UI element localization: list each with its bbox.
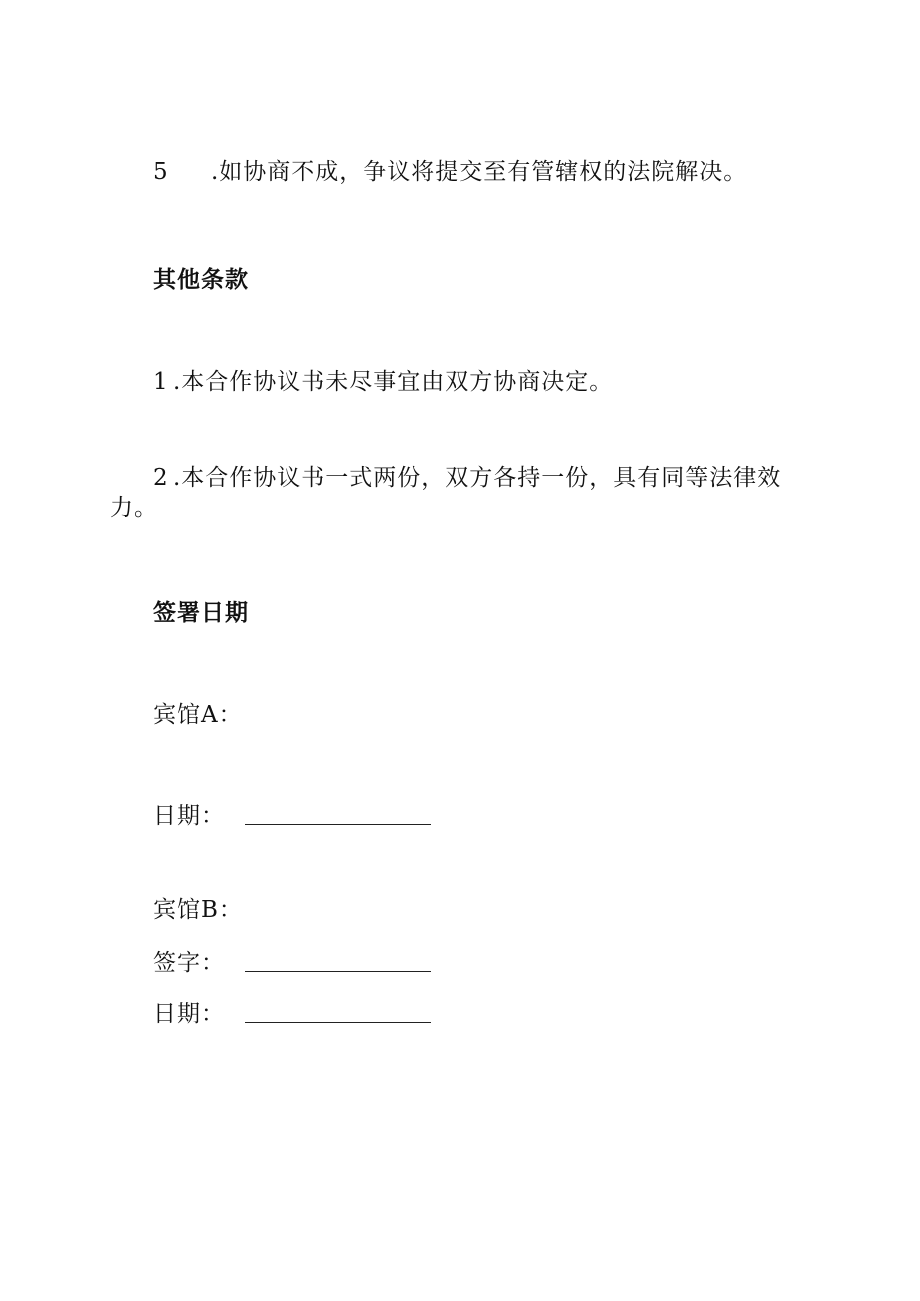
other-terms-item-2 xyxy=(153,463,781,493)
date-label: 日期： xyxy=(153,803,225,829)
hotel-a-label: 宾馆A： xyxy=(153,702,243,728)
item-number: 2 xyxy=(153,465,169,491)
date-blank-line[interactable] xyxy=(245,823,431,825)
item-text-line-1: .本合作协议书一式两份，双方各持一份，具有同等法律效 xyxy=(173,465,782,491)
other-terms-item-2-continuation: 力。 xyxy=(110,495,158,521)
signature-label: 签字： xyxy=(153,950,225,976)
date-blank-line[interactable] xyxy=(245,1021,431,1023)
hotel-b-label: 宾馆B： xyxy=(153,897,243,923)
item-number: 1 xyxy=(153,369,169,395)
item-text: .如协商不成，争议将提交至有管辖权的法院解决。 xyxy=(211,159,748,185)
hotel-b-signature-row xyxy=(153,948,431,978)
date-label: 日期： xyxy=(153,1001,225,1027)
signing-date-heading: 签署日期 xyxy=(153,600,249,626)
other-terms-heading: 其他条款 xyxy=(153,267,249,293)
dispute-item-5 xyxy=(153,157,747,187)
item-text: .本合作协议书未尽事宜由双方协商决定。 xyxy=(173,369,614,395)
signature-blank-line[interactable] xyxy=(245,970,431,972)
hotel-b-date-row xyxy=(153,999,431,1029)
hotel-a-date-row xyxy=(153,801,431,831)
item-number: 5 xyxy=(153,159,169,185)
other-terms-item-1 xyxy=(153,367,613,397)
